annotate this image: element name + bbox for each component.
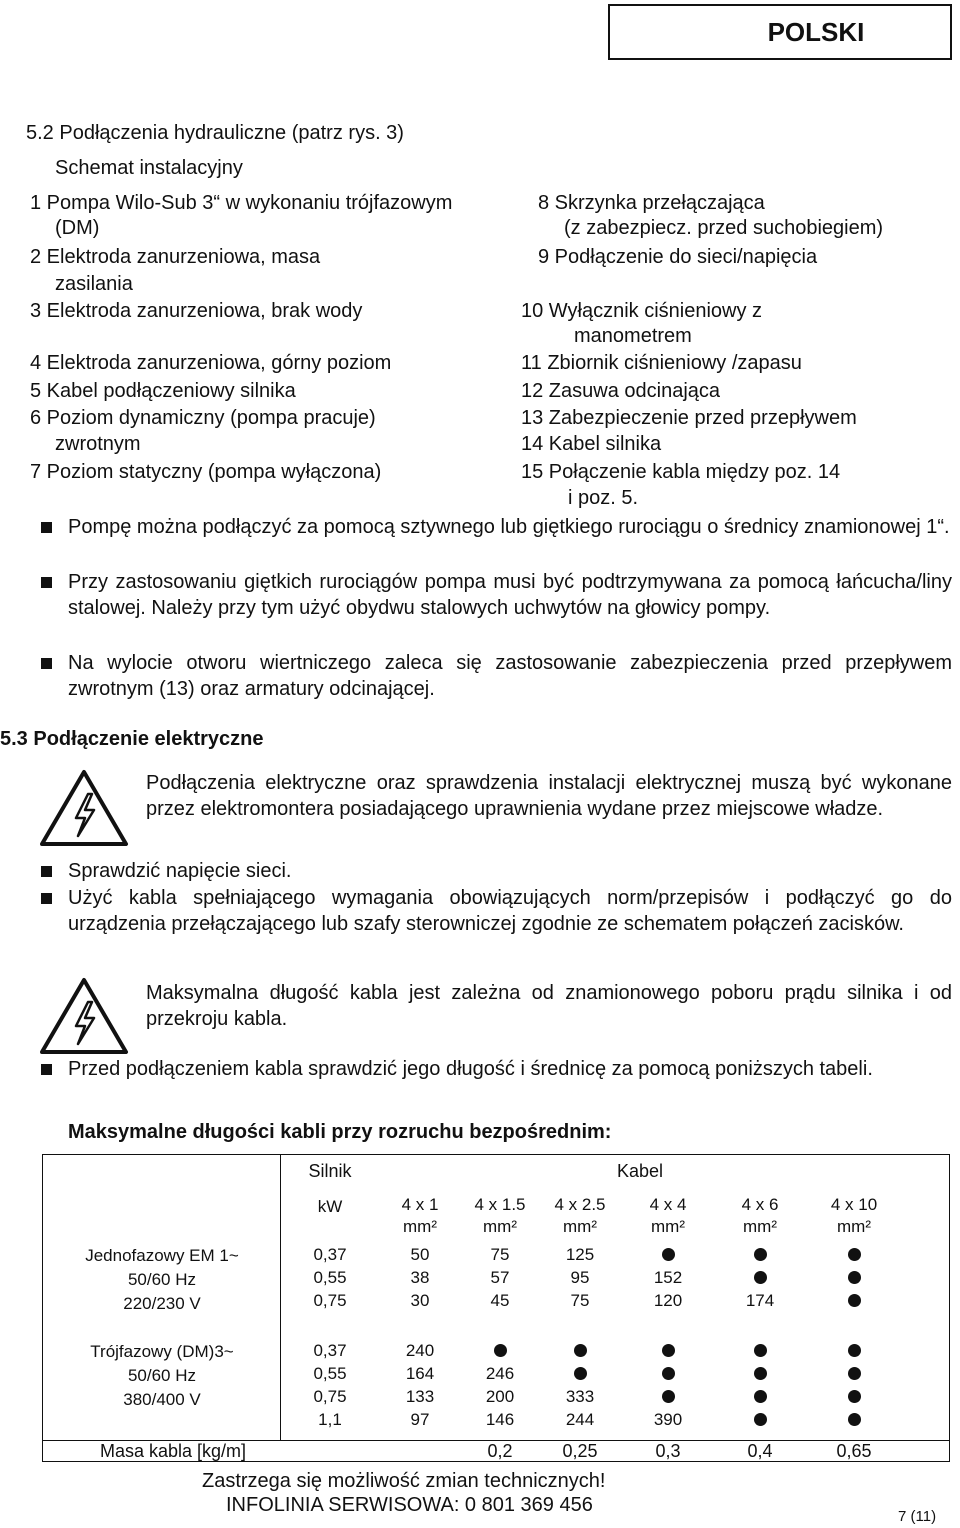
motor-power-value: 0,55 (313, 1268, 347, 1287)
cable-mass-value: 0,3 (655, 1441, 681, 1461)
not-applicable-dot (754, 1344, 767, 1357)
not-applicable-dot (848, 1344, 861, 1357)
max-cable-length: 333 (565, 1387, 595, 1406)
cable-size-unit: mm² (837, 1217, 871, 1236)
cable-mass-value: 0,25 (562, 1441, 598, 1461)
legend-item: (z zabezpiecz. przed suchobiegiem) (564, 217, 884, 239)
max-cable-length: 390 (653, 1410, 683, 1429)
max-cable-length: 146 (485, 1410, 515, 1429)
max-cable-length: 244 (565, 1410, 595, 1429)
bullet-text: Sprawdzić napięcie sieci. (68, 860, 292, 882)
motor-power-value: 0,37 (313, 1341, 347, 1360)
motor-power-value: 0,75 (313, 1387, 347, 1406)
mass-label: Masa kabla [kg/m] (100, 1441, 247, 1461)
legend-item: manometrem (574, 325, 692, 347)
legend-item: zwrotnym (55, 433, 141, 455)
bullet-marker (41, 1064, 52, 1075)
table-title: Maksymalne długości kabli przy rozruchu bezpośrednim: (68, 1121, 612, 1143)
not-applicable-dot (494, 1344, 507, 1357)
legend-item: 7 Poziom statyczny (pompa wyłączona) (30, 461, 382, 483)
max-cable-length: 75 (490, 1245, 510, 1264)
motor-power-value: 1,1 (318, 1410, 342, 1429)
bullet-marker (41, 866, 52, 877)
max-cable-length: 174 (745, 1291, 775, 1310)
not-applicable-dot (754, 1367, 767, 1380)
legend-item: i poz. 5. (568, 487, 639, 509)
not-applicable-dot (754, 1413, 767, 1426)
legend-item: 2 Elektroda zanurzeniowa, masa (30, 246, 321, 268)
bullet-text: Przed podłączeniem kabla sprawdzić jego długość i średnicę za pomocą poniższych tabeli. (68, 1058, 873, 1080)
cable-size-unit: mm² (743, 1217, 777, 1236)
not-applicable-dot (662, 1344, 675, 1357)
not-applicable-dot (574, 1367, 587, 1380)
not-applicable-dot (754, 1271, 767, 1284)
bullet-marker (41, 577, 52, 588)
legend-item: 5 Kabel podłączeniowy silnika (30, 380, 296, 402)
page-number: 7 (11) (898, 1508, 937, 1525)
not-applicable-dot (754, 1390, 767, 1403)
legend-item: 14 Kabel silnika (521, 433, 662, 455)
header-silnik: Silnik (308, 1161, 352, 1181)
cable-size-header: 4 x 1 (401, 1195, 439, 1214)
legend-item: 8 Skrzynka przełączająca (538, 192, 765, 214)
language-label: POLSKI (608, 4, 952, 60)
cable-size-header: 4 x 1.5 (474, 1195, 526, 1214)
max-cable-length: 38 (410, 1268, 430, 1287)
cable-mass-value: 0,4 (747, 1441, 773, 1461)
cable-size-header: 4 x 10 (830, 1195, 878, 1214)
legend-item: 13 Zabezpieczenie przed przepływem (521, 407, 857, 429)
max-cable-length: 75 (570, 1291, 590, 1310)
not-applicable-dot (662, 1390, 675, 1403)
max-cable-length: 152 (653, 1268, 683, 1287)
legend-item: 15 Połączenie kabla między poz. 14 (521, 461, 841, 483)
not-applicable-dot (848, 1248, 861, 1261)
max-cable-length: 50 (410, 1245, 430, 1264)
legend-item: (DM) (55, 217, 100, 239)
max-cable-length: 97 (410, 1410, 430, 1429)
motor-power-value: 0,75 (313, 1291, 347, 1310)
bullet-text: Pompę można podłączyć za pomocą sztywnego lub giętkiego rurociągu o średnicy znamionowej 1“. (68, 516, 950, 538)
bullet-marker (41, 522, 52, 533)
bullet-marker (41, 658, 52, 669)
max-cable-length: 125 (565, 1245, 595, 1264)
legend-item: zasilania (55, 273, 133, 295)
max-cable-length: 240 (405, 1341, 435, 1360)
not-applicable-dot (848, 1271, 861, 1284)
motor-power-value: 0,55 (313, 1364, 347, 1383)
section-5-2-title: 5.2 Podłączenia hydrauliczne (patrz rys. 3) (26, 122, 404, 144)
max-cable-length: 120 (653, 1291, 683, 1310)
cable-mass-value: 0,65 (836, 1441, 872, 1461)
row-label-single-phase (44, 1244, 280, 1316)
legend-item: 3 Elektroda zanurzeniowa, brak wody (30, 300, 363, 322)
cable-size-unit: mm² (403, 1217, 437, 1236)
max-cable-length: 133 (405, 1387, 435, 1406)
not-applicable-dot (848, 1367, 861, 1380)
not-applicable-dot (848, 1390, 861, 1403)
row-label-line: 220/230 V (123, 1294, 201, 1313)
bullet-text: Przy zastosowaniu giętkich rurociągów pompa musi być podtrzymywana za pomocą łańcucha/liny stalowej. Należy przy tym użyć obydwu stalowych uchwytów na głowicy pompy. (68, 571, 952, 619)
cable-size-unit: mm² (651, 1217, 685, 1236)
motor-power-value: 0,37 (313, 1245, 347, 1264)
cable-size-unit: mm² (483, 1217, 517, 1236)
not-applicable-dot (662, 1367, 675, 1380)
header-kw: kW (317, 1197, 343, 1216)
cable-size-header: 4 x 2.5 (554, 1195, 606, 1214)
max-cable-length: 45 (490, 1291, 510, 1310)
warning-text: Podłączenia elektryczne oraz sprawdzenia instalacji elektrycznej muszą być wykonane przez elektromontera posiadającego uprawnienia wydane przez miejscowe władze. (146, 772, 952, 820)
legend-item: 11 Zbiornik ciśnieniowy /zapasu (521, 352, 802, 374)
cable-size-unit: mm² (563, 1217, 597, 1236)
not-applicable-dot (848, 1294, 861, 1307)
bullet-text: Użyć kabla spełniającego wymagania obowiązujących norm/przepisów i podłączyć go do urządzenia przełączającego lub szafy sterowniczej zgodnie ze schematem połączeń zacisków. (68, 887, 952, 935)
row-label-three-phase (44, 1340, 280, 1412)
section-5-2-subtitle: Schemat instalacyjny (55, 157, 243, 179)
row-label-line: Jednofazowy EM 1~ (85, 1246, 239, 1265)
not-applicable-dot (848, 1413, 861, 1426)
section-5-3-title: 5.3 Podłączenie elektryczne (0, 728, 264, 750)
max-cable-length: 246 (485, 1364, 515, 1383)
max-cable-length: 95 (570, 1268, 590, 1287)
row-label-line: 50/60 Hz (127, 1366, 197, 1385)
legend-item: 1 Pompa Wilo-Sub 3“ w wykonaniu trójfazowym (30, 192, 453, 214)
row-label-line: 50/60 Hz (127, 1270, 197, 1289)
legend-item: 9 Podłączenie do sieci/napięcia (538, 246, 818, 268)
high-voltage-warning-icon (38, 976, 130, 1056)
cable-size-header: 4 x 6 (741, 1195, 779, 1214)
legend-item: 4 Elektroda zanurzeniowa, górny poziom (30, 352, 392, 374)
max-cable-length: 164 (405, 1364, 435, 1383)
warning-text: Maksymalna długość kabla jest zależna od znamionowego poboru prądu silnika i od przekroju kabla. (146, 982, 952, 1030)
bullet-text: Na wylocie otworu wiertniczego zaleca się zastosowanie zabezpieczenia przed przepływem zwrotnym (13) oraz armatury odcinającej. (68, 652, 952, 700)
not-applicable-dot (662, 1248, 675, 1261)
not-applicable-dot (754, 1248, 767, 1261)
cable-size-header: 4 x 4 (649, 1195, 687, 1214)
legend-item: 12 Zasuwa odcinająca (521, 380, 721, 402)
footer-disclaimer: Zastrzega się możliwość zmian technicznych! (202, 1470, 606, 1492)
not-applicable-dot (574, 1344, 587, 1357)
high-voltage-warning-icon (38, 768, 130, 848)
legend-item: 6 Poziom dynamiczny (pompa pracuje) (30, 407, 376, 429)
header-kabel: Kabel (616, 1161, 664, 1181)
row-label-line: 380/400 V (123, 1390, 201, 1409)
max-cable-length: 200 (485, 1387, 515, 1406)
footer-hotline: INFOLINIA SERWISOWA: 0 801 369 456 (226, 1494, 593, 1516)
cable-mass-value: 0,2 (487, 1441, 513, 1461)
bullet-marker (41, 893, 52, 904)
legend-item: 10 Wyłącznik ciśnieniowy z (521, 300, 763, 322)
max-cable-length: 30 (410, 1291, 430, 1310)
row-label-line: Trójfazowy (DM)3~ (90, 1342, 234, 1361)
max-cable-length: 57 (490, 1268, 510, 1287)
